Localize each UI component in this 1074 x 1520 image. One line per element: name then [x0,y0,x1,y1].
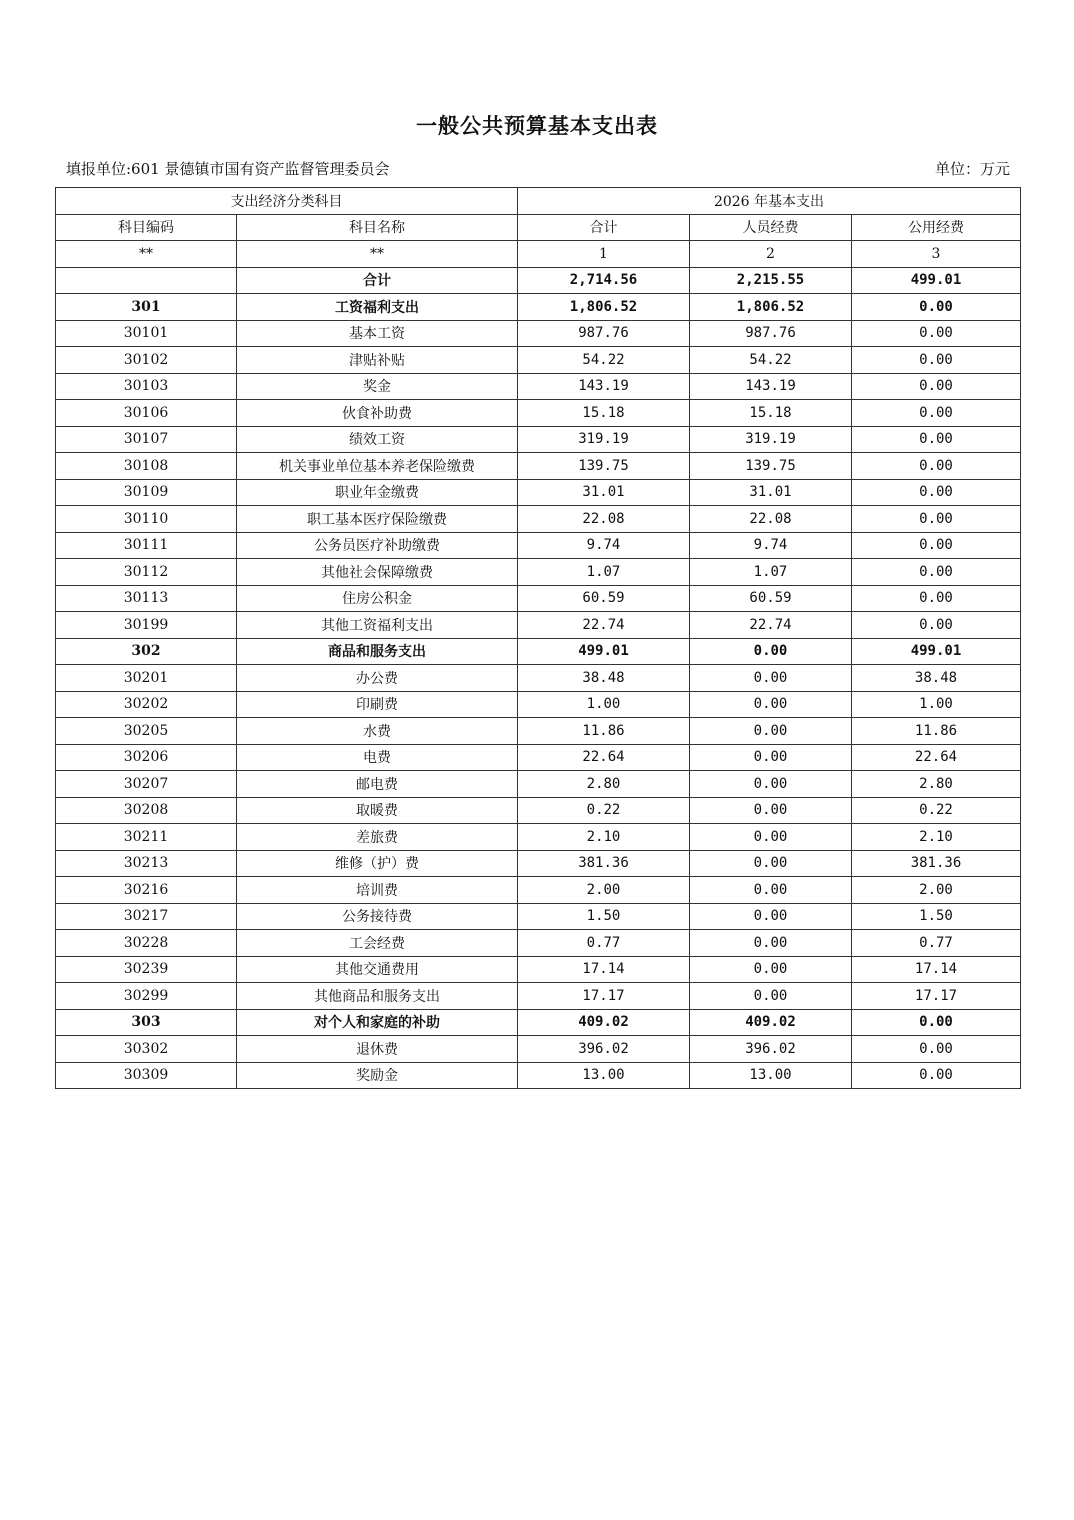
budget-table [55,187,1021,1089]
cell-public: 17.17 [852,983,1021,1010]
cell-total: 396.02 [518,1036,690,1063]
group-header-row [56,188,1021,215]
cell-total: 54.22 [518,347,690,374]
cell-personnel: 15.18 [690,400,852,427]
cell-public: 1.00 [852,691,1021,718]
cell-total: 1.50 [518,903,690,930]
cell-personnel: 0.00 [690,744,852,771]
cell-name: 住房公积金 [237,585,518,612]
cell-code: 30113 [56,585,237,612]
table-row [56,585,1021,612]
cell-name: 水费 [237,718,518,745]
cell-name: 其他工资福利支出 [237,612,518,639]
cell-public: 2.10 [852,824,1021,851]
cell-name: 退休费 [237,1036,518,1063]
cell-code: 30217 [56,903,237,930]
cell-name: 其他商品和服务支出 [237,983,518,1010]
cell-public: 0.00 [852,400,1021,427]
cell-code: 30110 [56,506,237,533]
index-cell: 1 [518,241,690,268]
cell-public: 0.00 [852,294,1021,321]
cell-personnel: 54.22 [690,347,852,374]
cell-public: 0.00 [852,1036,1021,1063]
cell-name: 取暖费 [237,797,518,824]
cell-total: 139.75 [518,453,690,480]
cell-code: 302 [56,638,237,665]
index-cell: 3 [852,241,1021,268]
cell-total: 17.17 [518,983,690,1010]
cell-public: 11.86 [852,718,1021,745]
cell-name: 其他交通费用 [237,956,518,983]
cell-name: 印刷费 [237,691,518,718]
cell-total: 2.10 [518,824,690,851]
cell-name: 津贴补贴 [237,347,518,374]
cell-name: 公务员医疗补助缴费 [237,532,518,559]
cell-total: 381.36 [518,850,690,877]
table-row [56,267,1021,294]
table-row [56,373,1021,400]
cell-public: 0.00 [852,453,1021,480]
column-header-name: 科目名称 [237,214,518,241]
cell-personnel: 0.00 [690,983,852,1010]
index-row [56,241,1021,268]
table-row [56,426,1021,453]
table-row [56,347,1021,374]
cell-public: 0.00 [852,506,1021,533]
cell-personnel: 0.00 [690,771,852,798]
cell-total: 22.64 [518,744,690,771]
table-row [56,691,1021,718]
table-row [56,1036,1021,1063]
group-header-classification: 支出经济分类科目 [56,188,518,215]
cell-public: 17.14 [852,956,1021,983]
table-body [56,188,1021,1089]
table-row [56,718,1021,745]
table-row [56,559,1021,586]
fill-unit-label: 填报单位:601 景德镇市国有资产监督管理委员会 [66,160,390,178]
cell-name: 机关事业单位基本养老保险缴费 [237,453,518,480]
cell-name: 邮电费 [237,771,518,798]
cell-code: 30202 [56,691,237,718]
cell-name: 奖励金 [237,1062,518,1089]
cell-personnel: 0.00 [690,718,852,745]
index-cell: ** [237,241,518,268]
table-row [56,956,1021,983]
cell-code: 30299 [56,983,237,1010]
cell-name: 工会经费 [237,930,518,957]
table-row [56,1009,1021,1036]
index-cell: 2 [690,241,852,268]
cell-code: 30107 [56,426,237,453]
cell-public: 1.50 [852,903,1021,930]
cell-name: 奖金 [237,373,518,400]
cell-total: 13.00 [518,1062,690,1089]
cell-total: 319.19 [518,426,690,453]
cell-code [56,267,237,294]
cell-personnel: 0.00 [690,877,852,904]
cell-code: 30201 [56,665,237,692]
cell-code: 30239 [56,956,237,983]
cell-public: 0.00 [852,559,1021,586]
cell-code: 30106 [56,400,237,427]
cell-public: 0.00 [852,585,1021,612]
cell-name: 对个人和家庭的补助 [237,1009,518,1036]
cell-total: 1,806.52 [518,294,690,321]
cell-public: 0.00 [852,1062,1021,1089]
cell-public: 0.00 [852,612,1021,639]
cell-name: 办公费 [237,665,518,692]
cell-public: 38.48 [852,665,1021,692]
cell-personnel: 396.02 [690,1036,852,1063]
cell-name: 差旅费 [237,824,518,851]
table-row [56,453,1021,480]
cell-name: 维修（护）费 [237,850,518,877]
cell-personnel: 13.00 [690,1062,852,1089]
cell-name: 商品和服务支出 [237,638,518,665]
table-row [56,824,1021,851]
cell-name: 职工基本医疗保险缴费 [237,506,518,533]
cell-total: 0.77 [518,930,690,957]
cell-total: 15.18 [518,400,690,427]
cell-total: 31.01 [518,479,690,506]
cell-code: 30213 [56,850,237,877]
cell-name: 职业年金缴费 [237,479,518,506]
cell-personnel: 60.59 [690,585,852,612]
cell-name: 绩效工资 [237,426,518,453]
cell-code: 30102 [56,347,237,374]
cell-name: 工资福利支出 [237,294,518,321]
table-row [56,903,1021,930]
column-header-row [56,214,1021,241]
table-row [56,665,1021,692]
table-row [56,771,1021,798]
cell-public: 2.80 [852,771,1021,798]
cell-name: 电费 [237,744,518,771]
table-row [56,850,1021,877]
table-row [56,638,1021,665]
column-header-personnel: 人员经费 [690,214,852,241]
cell-name: 合计 [237,267,518,294]
cell-code: 30206 [56,744,237,771]
cell-total: 38.48 [518,665,690,692]
cell-code: 30109 [56,479,237,506]
cell-personnel: 143.19 [690,373,852,400]
cell-public: 0.00 [852,373,1021,400]
cell-public: 0.00 [852,426,1021,453]
cell-total: 17.14 [518,956,690,983]
cell-personnel: 0.00 [690,903,852,930]
table-row [56,294,1021,321]
cell-personnel: 987.76 [690,320,852,347]
cell-name: 伙食补助费 [237,400,518,427]
table-row [56,506,1021,533]
cell-code: 30205 [56,718,237,745]
table-row [56,930,1021,957]
table-row [56,320,1021,347]
cell-personnel: 0.00 [690,638,852,665]
cell-public: 499.01 [852,638,1021,665]
table-row [56,983,1021,1010]
cell-personnel: 0.00 [690,691,852,718]
cell-public: 0.00 [852,532,1021,559]
cell-public: 499.01 [852,267,1021,294]
table-row [56,400,1021,427]
cell-name: 其他社会保障缴费 [237,559,518,586]
cell-public: 0.22 [852,797,1021,824]
table-row [56,877,1021,904]
cell-code: 30302 [56,1036,237,1063]
cell-public: 2.00 [852,877,1021,904]
table-row [56,532,1021,559]
page-title: 一般公共预算基本支出表 [416,113,658,138]
cell-personnel: 0.00 [690,850,852,877]
cell-code: 303 [56,1009,237,1036]
cell-code: 30101 [56,320,237,347]
cell-total: 2.00 [518,877,690,904]
cell-personnel: 139.75 [690,453,852,480]
table-row [56,612,1021,639]
cell-code: 30228 [56,930,237,957]
cell-total: 22.08 [518,506,690,533]
table-row [56,797,1021,824]
cell-personnel: 22.08 [690,506,852,533]
cell-personnel: 1,806.52 [690,294,852,321]
cell-code: 301 [56,294,237,321]
cell-name: 公务接待费 [237,903,518,930]
cell-total: 22.74 [518,612,690,639]
cell-total: 987.76 [518,320,690,347]
cell-personnel: 0.00 [690,824,852,851]
cell-total: 2,714.56 [518,267,690,294]
cell-code: 30111 [56,532,237,559]
index-cell: ** [56,241,237,268]
cell-code: 30309 [56,1062,237,1089]
cell-name: 基本工资 [237,320,518,347]
table-row [56,744,1021,771]
cell-personnel: 0.00 [690,797,852,824]
cell-total: 1.00 [518,691,690,718]
cell-total: 9.74 [518,532,690,559]
cell-code: 30108 [56,453,237,480]
cell-total: 2.80 [518,771,690,798]
cell-code: 30103 [56,373,237,400]
cell-personnel: 319.19 [690,426,852,453]
cell-personnel: 9.74 [690,532,852,559]
cell-public: 22.64 [852,744,1021,771]
cell-total: 0.22 [518,797,690,824]
table-row [56,479,1021,506]
cell-public: 0.77 [852,930,1021,957]
cell-name: 培训费 [237,877,518,904]
cell-total: 1.07 [518,559,690,586]
cell-total: 499.01 [518,638,690,665]
cell-code: 30112 [56,559,237,586]
cell-total: 409.02 [518,1009,690,1036]
cell-public: 0.00 [852,320,1021,347]
cell-public: 0.00 [852,479,1021,506]
cell-personnel: 31.01 [690,479,852,506]
column-header-code: 科目编码 [56,214,237,241]
cell-code: 30216 [56,877,237,904]
cell-total: 60.59 [518,585,690,612]
cell-public: 0.00 [852,347,1021,374]
column-header-total: 合计 [518,214,690,241]
column-header-public: 公用经费 [852,214,1021,241]
cell-code: 30199 [56,612,237,639]
cell-personnel: 2,215.55 [690,267,852,294]
cell-personnel: 409.02 [690,1009,852,1036]
cell-total: 11.86 [518,718,690,745]
cell-code: 30211 [56,824,237,851]
cell-personnel: 1.07 [690,559,852,586]
cell-personnel: 22.74 [690,612,852,639]
table-row [56,1062,1021,1089]
group-header-budget-year: 2026 年基本支出 [518,188,1021,215]
cell-personnel: 0.00 [690,930,852,957]
cell-code: 30208 [56,797,237,824]
cell-public: 381.36 [852,850,1021,877]
cell-personnel: 0.00 [690,956,852,983]
cell-personnel: 0.00 [690,665,852,692]
currency-unit-label: 单位：万元 [934,160,1010,178]
cell-public: 0.00 [852,1009,1021,1036]
cell-code: 30207 [56,771,237,798]
cell-total: 143.19 [518,373,690,400]
